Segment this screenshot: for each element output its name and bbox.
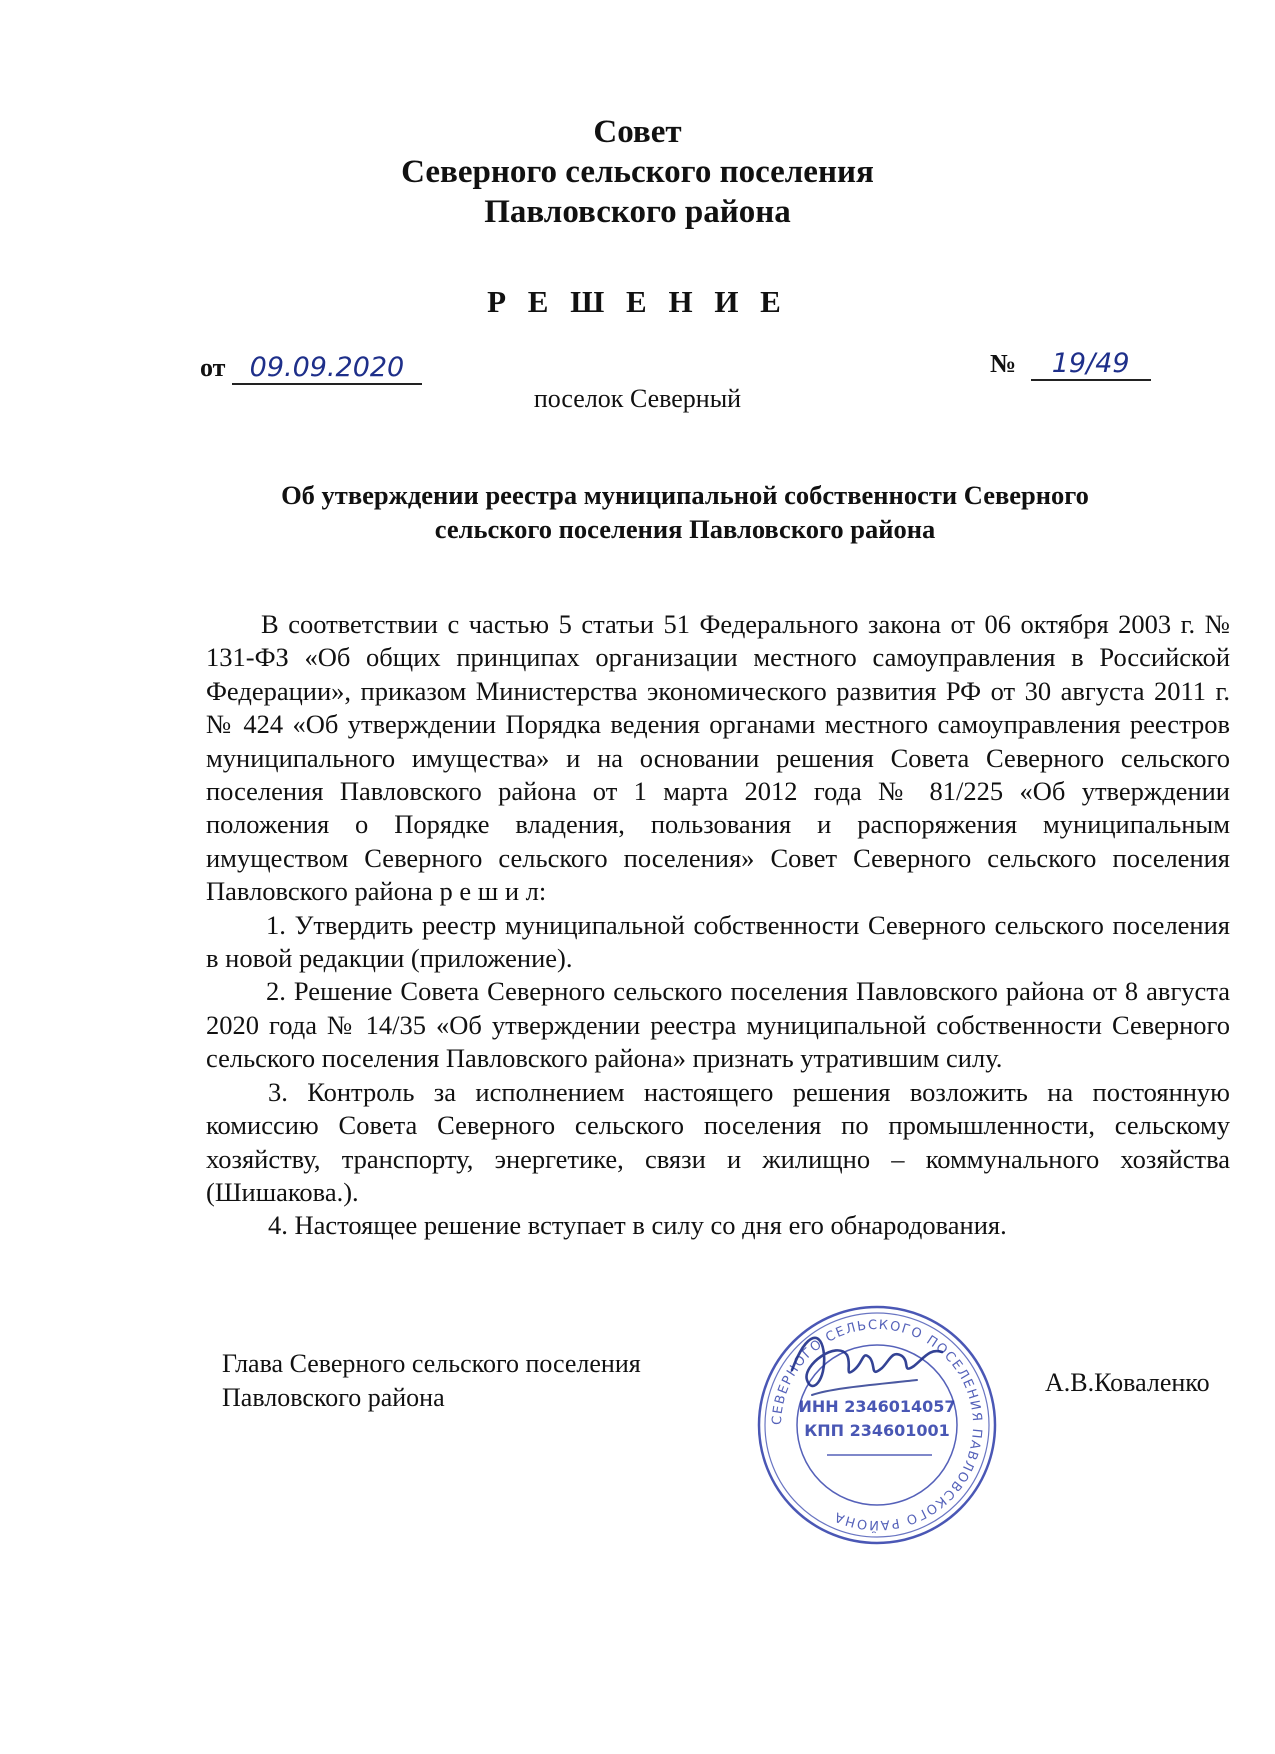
date-value: 09.09.2020 <box>249 352 405 383</box>
signatory-position-line-1: Глава Северного сельского поселения <box>222 1349 641 1378</box>
seal-inn: ИНН 2346014057 <box>798 1397 956 1416</box>
date-prefix: от <box>200 353 226 382</box>
signatory-position-line-2: Павловского района <box>222 1383 445 1412</box>
place-of-issue: поселок Северный <box>533 384 742 413</box>
item-3: 3. Контроль за исполнением настоящего решения возложить на постоянную комиссию Совета Северного сельского поселения по промышленности, сельскому хозяйству, транспорту, энергетике, связи и жилищно – коммунального хозяйства (Шишакова.). <box>206 1076 1230 1207</box>
item-4: 4. Настоящее решение вступает в силу со дня его обнародования. <box>268 1210 1007 1241</box>
number-prefix: № <box>990 349 1017 378</box>
seal-graphic <box>752 1300 1002 1550</box>
document-type: Р Е Ш Е Н И Е <box>487 284 788 319</box>
number-value: 19/49 <box>1051 348 1130 379</box>
signatory-position <box>222 1347 641 1415</box>
item-2: 2. Решение Совета Северного сельского поселения Павловского района от 8 августа 2020 года № 14/35 «Об утверждении реестра муниципальной собственности Северного сельского поселения Павловского района» признать утратившим силу. <box>206 976 1230 1074</box>
decision-title: Об утверждении реестра муниципальной собственности Северного сельского поселения Павловского района <box>281 480 1089 544</box>
official-seal <box>752 1300 1002 1550</box>
org-line-2: Северного сельского поселения <box>401 154 874 190</box>
decision-date <box>200 352 422 385</box>
seal-ring-text: СЕВЕРНОГО СЕЛЬСКОГО ПОСЕЛЕНИЯ ПАВЛОВСКОГО РАЙОНА <box>769 1317 985 1533</box>
seal-kpp: КПП 234601001 <box>804 1421 950 1440</box>
org-header <box>0 112 1275 232</box>
decision-number <box>990 348 1151 381</box>
org-line-3: Павловского района <box>484 194 791 230</box>
decision-body <box>206 608 1230 1243</box>
signatory-name: А.В.Коваленко <box>1045 1368 1210 1397</box>
item-1: 1. Утвердить реестр муниципальной собственности Северного сельского поселения в новой редакции (приложение). <box>206 909 1230 974</box>
org-line-1: Совет <box>593 114 682 150</box>
preamble-paragraph: В соответствии с частью 5 статьи 51 Федерального закона от 06 октября 2003 г. № 131-ФЗ «Об общих принципах организации местного самоуправления в Российской Федерации», приказом Министерства экономического развития РФ от 30 августа 2011 г. № 424 «Об утверждении Порядка ведения органами местного самоуправления реестров муниципального имущества» и на основании решения Совета Северного сельского поселения Павловского района от 1 марта 2012 года № 81/225 «Об утверждении положения о Порядке владения, пользования и распоряжения муниципальным имуществом Северного сельского поселения» Совет Северного сельского поселения Павловского района р е ш и л: <box>206 609 1230 907</box>
